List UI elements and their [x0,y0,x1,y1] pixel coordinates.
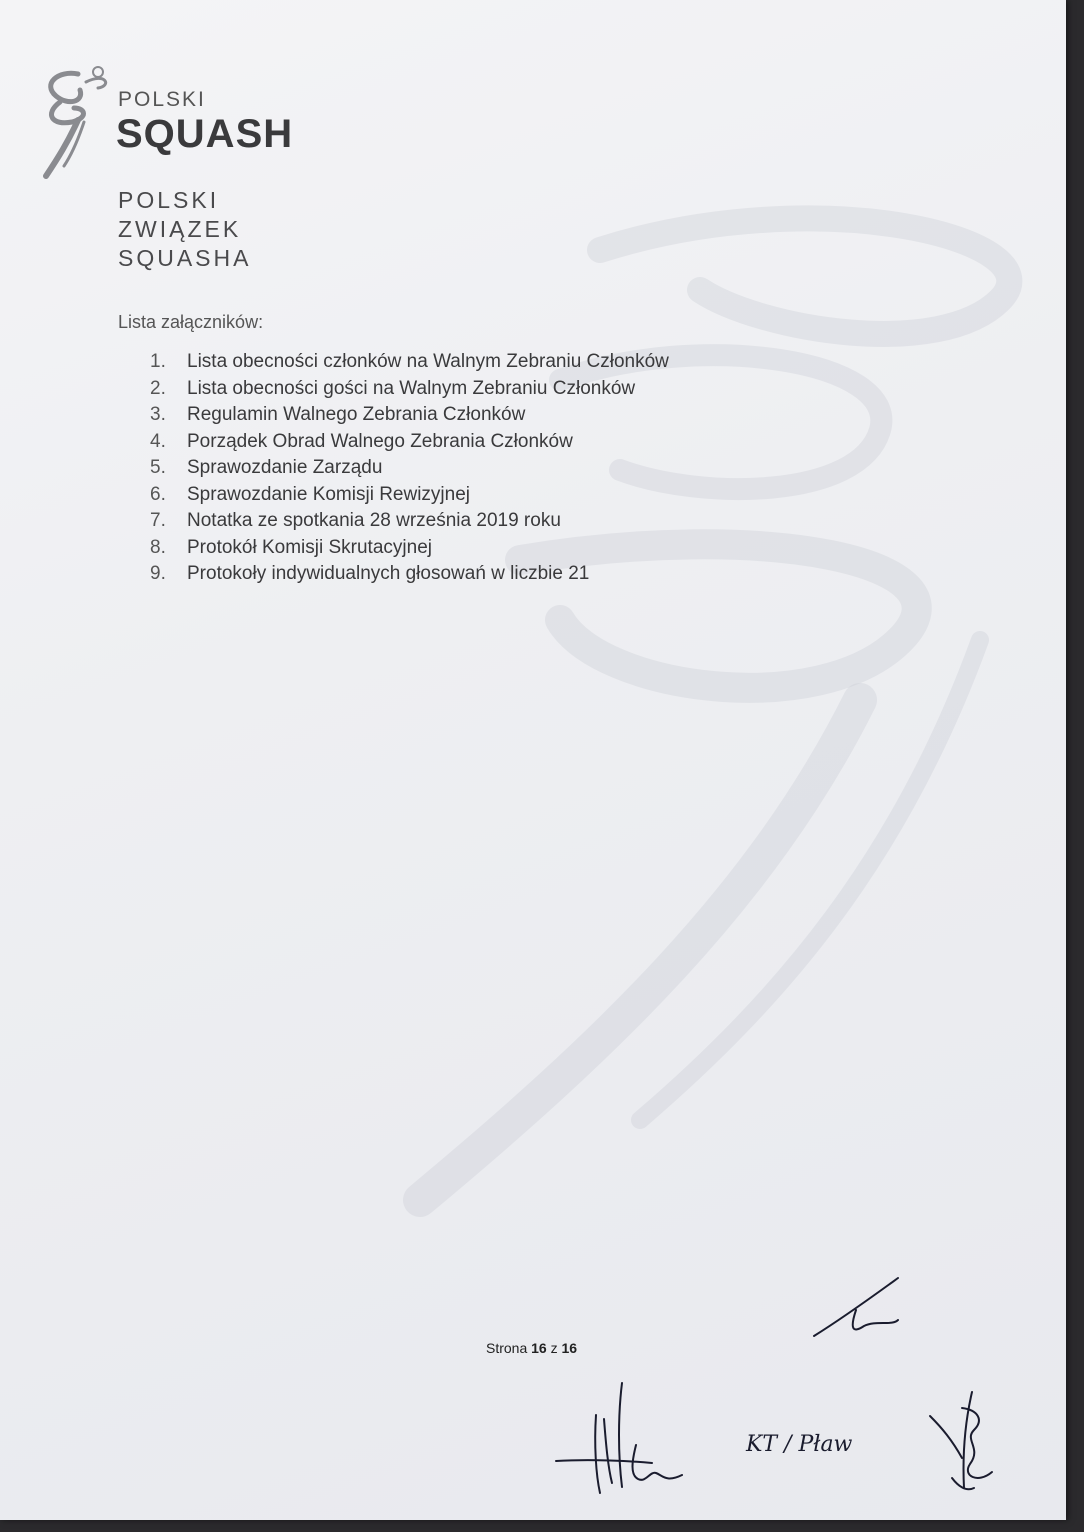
page-label: Strona [486,1340,528,1356]
organization-line: SQUASHA [118,245,252,271]
list-item [150,402,669,429]
list-item [150,482,669,509]
squash-player-logo-icon [38,62,114,180]
item-number: 4. [150,430,166,452]
signature-1 [552,1375,692,1500]
list-item [150,455,669,482]
list-item [150,535,669,562]
signature-3 [922,1388,1002,1498]
item-text: Lista obecności członków na Walnym Zebraniu Członków [187,351,669,372]
item-number: 8. [150,536,166,558]
list-item [150,376,669,403]
item-number: 2. [150,377,166,399]
item-number: 5. [150,457,166,478]
attachments-list [150,349,669,588]
signature-initials-top [806,1270,906,1342]
list-item [150,429,669,456]
item-number: 1. [150,351,166,372]
organization-line: ZWIĄZEK [118,216,242,242]
attachments-heading: Lista załączników: [118,312,264,332]
organization-line: POLSKI [118,187,220,213]
logo-wordmark-small: POLSKI [118,88,206,111]
list-item [150,349,669,376]
item-number: 3. [150,404,166,425]
page-separator: z [550,1340,558,1356]
item-text: Notatka ze spotkania 28 września 2019 roku [187,510,561,531]
logo-wordmark-main: SQUASH [116,112,294,156]
item-text: Lista obecności gości na Walnym Zebraniu Członków [187,377,636,399]
page-current: 16 [531,1340,547,1356]
item-text: Regulamin Walnego Zebrania Członków [187,404,526,425]
item-text: Protokoły indywidualnych głosowań w liczbie 21 [187,563,590,584]
item-number: 7. [150,510,166,531]
list-item [150,561,669,588]
item-number: 9. [150,563,166,584]
item-text: Porządek Obrad Walnego Zebrania Członków [187,430,573,452]
item-text: Protokół Komisji Skrutacyjnej [187,536,432,558]
item-text: Sprawozdanie Zarządu [187,457,383,478]
signature-initials: KT / Pław [746,1432,853,1457]
page-total: 16 [561,1340,578,1356]
organization-name [118,186,251,273]
list-item [150,508,669,535]
page-number [486,1340,577,1356]
item-number: 6. [150,483,166,505]
item-text: Sprawozdanie Komisji Rewizyjnej [187,483,471,505]
